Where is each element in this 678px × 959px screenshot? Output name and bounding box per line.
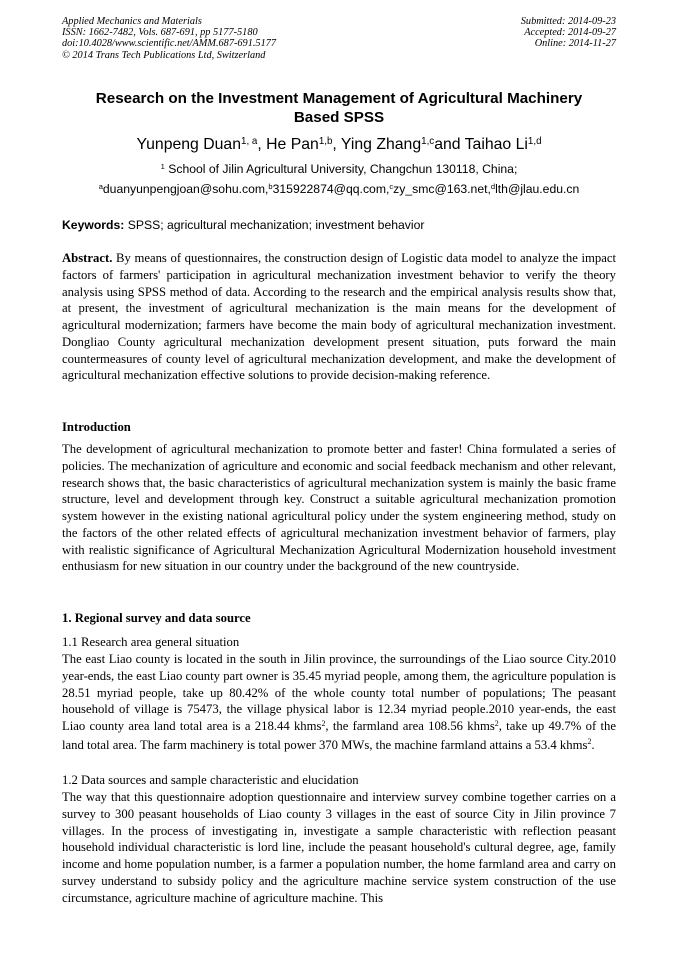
- email-mark: d: [490, 181, 496, 191]
- abstract: [62, 250, 616, 384]
- journal-copyright: © 2014 Trans Tech Publications Ltd, Switzerland: [62, 49, 266, 61]
- email-address[interactable]: lth@jlau.edu.cn: [495, 182, 580, 196]
- email-mark: a: [98, 181, 103, 191]
- text-run: , the farmland area 108.56 khms: [325, 719, 495, 733]
- email-mark: b: [268, 181, 273, 191]
- text-run: The east Liao county is located in the south in Jilin province, the surroundings of the Liao source City.2010 year-ends, the east Liao county part owner is 35.45 myriad people, among them, the agriculture population is 28.51 myriad people, take up 80.42% of the whole county total number of populations; The peasant household of village is 75473, the village physical labor is 12.34 myriad people.2010 year-ends, the east Liao county area land total area is a 218.44 khms: [62, 652, 616, 733]
- text-run: , take up 49.7% of the land total area. The farm machinery is total power 370 MWs, the machine farmland attains a 53.4 khms: [62, 719, 616, 752]
- title-line-1: Research on the Investment Management of Agricultural Machinery: [95, 90, 583, 107]
- author-name: Yunpeng Duan: [136, 136, 241, 153]
- online-date: Online: 2014-11-27: [534, 38, 616, 50]
- author-name: Ying Zhang: [340, 136, 422, 153]
- author-name: and Taihao Li: [434, 136, 528, 153]
- publication-dates: [521, 16, 616, 50]
- keywords-text: SPSS; agricultural mechanization; investment behavior: [124, 218, 425, 232]
- subsection-1-2-text: The way that this questionnaire adoption questionnaire and interview survey combine together carries on a survey to 300 peasant households of Liao county 3 villages in the east of source City in Jilin province 7 villages. In the process of investigating in, investigate a sample characteristic with reflection peasant household individual characteristic is lord line, include the peasant household's cultural degree, age, family income and home population number, is a farmer a population number, the home farmland area and carry on survey understand to subsidy policy and the agriculture machine service system construction of the use circumstance, agriculture machine of agriculture machine. This: [62, 790, 616, 905]
- affiliation: [62, 162, 616, 178]
- abstract-text: By means of questionnaires, the construction design of Logistic data model to analyze the impact factors of farmers' participation in agricultural mechanization investment behavior to verify the theory analysis using SPSS method of data. According to the research and the empirical analysis results show that, at present, the investment of agricultural mechanization is the main means for the development of agricultural modernization; farmers have become the main body of agricultural mechanization investment. Dongliao County agricultural mechanization development present situation, puts forward the main countermeasures of county level of agricultural mechanization development, and make the development of agricultural mechanization effective solutions to provide decision-making reference.: [62, 251, 616, 383]
- author-separator: ,: [257, 136, 267, 153]
- affiliation-text: School of Jilin Agricultural University, Changchun 130118, China;: [164, 162, 518, 176]
- journal-doi: doi:10.4028/www.scientific.net/AMM.687-691.5177: [62, 38, 277, 50]
- journal-name: Applied Mechanics and Materials: [62, 16, 202, 27]
- email-address[interactable]: duanyunpengjoan@sohu.com,: [102, 182, 269, 196]
- submitted-date: Submitted: 2014-09-23: [520, 16, 616, 27]
- abstract-label: Abstract.: [62, 251, 113, 265]
- journal-info: [62, 16, 276, 61]
- accepted-date: Accepted: 2014-09-27: [524, 27, 616, 39]
- email-list: [62, 182, 616, 198]
- author-list: [62, 136, 616, 156]
- subsection-1-2-heading: 1.2 Data sources and sample characteristic and elucidation: [62, 773, 359, 787]
- superscript: 2: [587, 737, 592, 747]
- superscript: 2: [321, 718, 326, 728]
- keywords: [62, 218, 616, 233]
- journal-issn: ISSN: 1662-7482, Vols. 687-691, pp 5177-5180: [62, 27, 258, 39]
- subsection-1-1-heading: 1.1 Research area general situation: [62, 635, 240, 649]
- title-line-2: Based SPSS: [293, 109, 385, 126]
- author-affiliation-mark: 1,c: [421, 135, 435, 147]
- introduction-heading: Introduction: [62, 420, 131, 434]
- paper-title: [62, 89, 616, 127]
- keywords-label: Keywords:: [62, 218, 125, 232]
- text-run: .: [591, 737, 595, 752]
- author-affiliation-mark: 1,b: [318, 135, 333, 147]
- author-affiliation-mark: 1,d: [527, 135, 542, 147]
- affiliation-mark: 1: [160, 161, 165, 171]
- introduction-text: The development of agricultural mechanization to promote better and faster! China formulated a series of policies. The mechanization of agriculture and economic and social feedback mechanism and other relevant, research shows that, the basic characteristics of agricultural mechanization system is mainly the basic frame structure, level and development through key. Construct a suitable agricultural mechanization promotion system however in the existing national agricultural policy under the system engineering method, study on the factors of the other related effects of agricultural mechanization investment behavior of farmers, play with realistic significance of Agricultural Mechanization Agricultural Modernization household investment enthusiasm for new situation in our country under the background of the new countryside.: [62, 442, 616, 574]
- email-mark: c: [389, 181, 394, 191]
- author-separator: ,: [332, 136, 341, 153]
- author-name: He Pan: [266, 136, 319, 153]
- email-address[interactable]: 315922874@qq.com,: [272, 182, 390, 196]
- section-1-heading: 1. Regional survey and data source: [62, 611, 251, 625]
- subsection-1-1-text: [62, 651, 616, 756]
- email-address[interactable]: zy_smc@163.net,: [393, 182, 491, 196]
- author-affiliation-mark: 1, a: [241, 135, 258, 147]
- superscript: 2: [494, 718, 499, 728]
